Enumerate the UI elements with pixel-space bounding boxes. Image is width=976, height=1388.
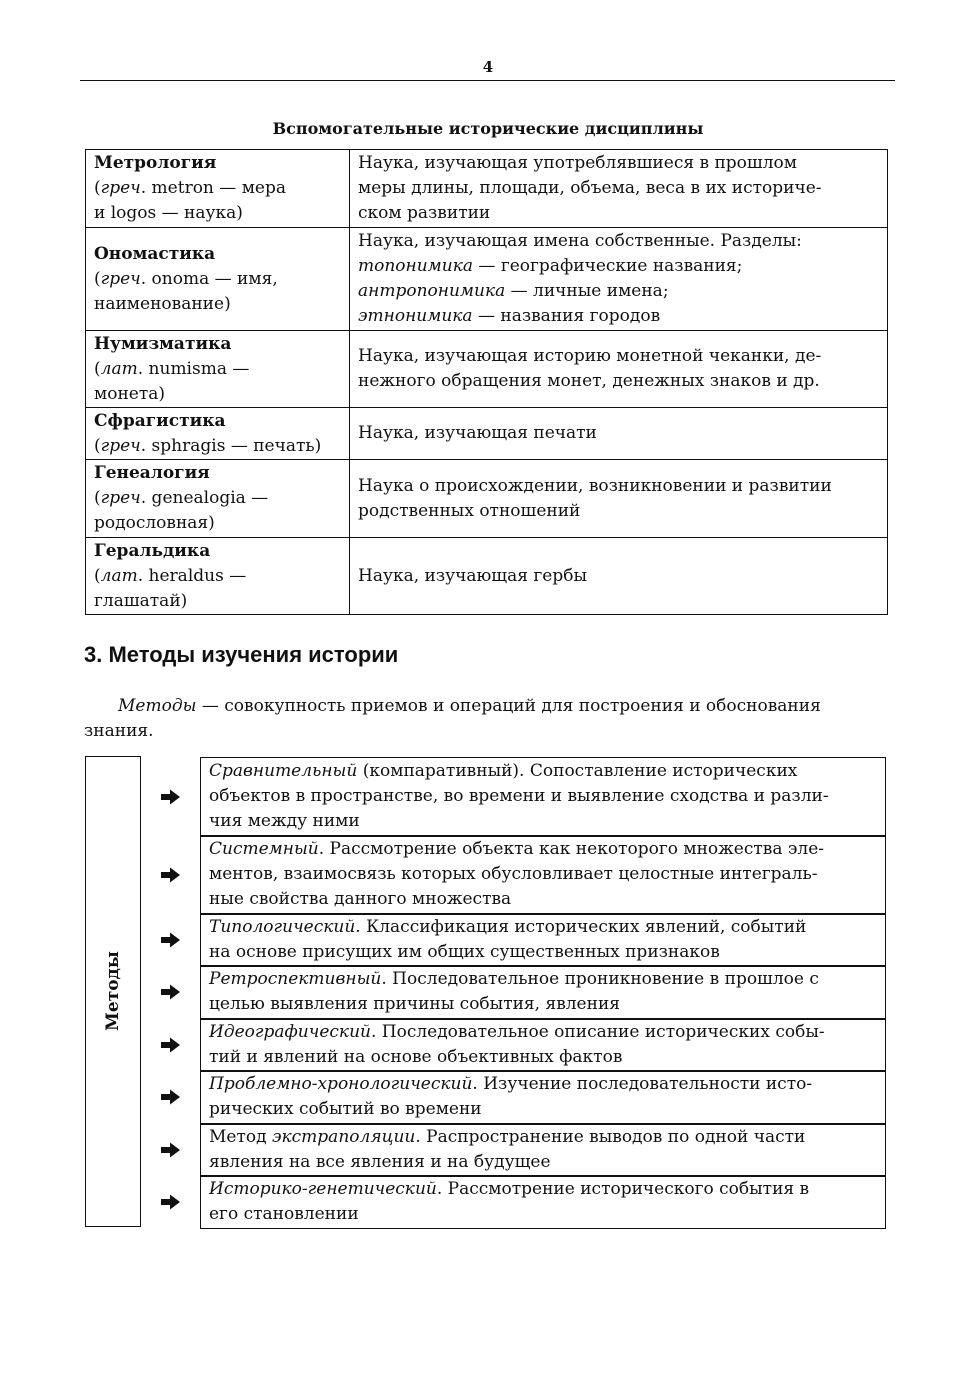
method-line: [209, 1202, 877, 1227]
method-line: [209, 1125, 877, 1150]
etymology-bracket: (: [94, 178, 101, 198]
etymology-line: [94, 564, 341, 589]
discipline-cell: [86, 150, 350, 228]
method-text: . Последовательное проникновение в прошлое с: [381, 969, 819, 989]
definition-line: [358, 304, 879, 329]
table-row: [86, 150, 888, 228]
definition-cell: [350, 228, 888, 331]
section-heading: 3. Методы изучения истории: [84, 642, 399, 667]
etymology-text: . sphragis — печать): [140, 435, 322, 456]
etymology-line: [94, 382, 341, 407]
discipline-cell: [86, 331, 350, 408]
method-text: чия между ними: [209, 811, 360, 831]
definition-text: — личные имена;: [505, 281, 669, 301]
method-text: . Изучение последовательности исто-: [472, 1074, 813, 1094]
definition-line: [358, 499, 879, 524]
etymology-language: лат: [100, 565, 138, 586]
definition-text: Наука о происхождении, возникновении и развитии: [358, 475, 832, 496]
method-name: Системный: [209, 839, 319, 859]
arrow-right-icon: [158, 866, 184, 884]
method-item: [200, 913, 886, 967]
etymology-line: [94, 589, 341, 614]
definition-text: Наука, изучающая употреблявшиеся в прошлом: [358, 153, 797, 173]
definition-text: Наука, изучающая историю монетной чеканки, де-: [358, 346, 822, 366]
table-row: [86, 228, 888, 331]
definition-cell: [350, 150, 888, 228]
definition-cell: [350, 408, 888, 460]
method-text: его становлении: [209, 1204, 359, 1224]
etymology-text: . genealogia —: [140, 488, 269, 508]
method-name: Проблемно-хронологический: [209, 1074, 473, 1094]
methods-definition: [84, 694, 892, 744]
method-line: [209, 915, 877, 940]
etymology-line: [94, 201, 341, 226]
definition-line: [358, 151, 879, 176]
arrow-right-icon: [158, 931, 184, 949]
method-line: [209, 862, 877, 887]
method-line: [209, 1177, 877, 1202]
subfield-term: топонимика: [358, 256, 474, 276]
method-line: [209, 784, 877, 809]
method-line: [209, 967, 877, 992]
arrow-right-icon: [158, 983, 184, 1001]
table-title: Вспомогательные исторические дисциплины: [272, 119, 704, 138]
method-line: [209, 759, 877, 784]
discipline-term: Геральдика: [94, 540, 211, 561]
definition-text: — географические названия;: [473, 256, 743, 276]
definition-line: [358, 254, 879, 279]
definition-line: [358, 279, 879, 304]
method-line: [209, 940, 877, 965]
definition-text: меры длины, площади, объема, веса в их историче-: [358, 178, 822, 198]
methods-label: Методы: [103, 951, 123, 1031]
etymology-bracket: (: [94, 358, 101, 379]
method-line: [209, 1072, 877, 1097]
etymology-language: греч: [100, 178, 141, 198]
table-row: [86, 460, 888, 538]
definition-text: Наука, изучающая гербы: [358, 565, 587, 586]
definition-line: [358, 229, 879, 254]
etymology-text: наименование): [94, 293, 231, 314]
definition-line: [358, 369, 879, 394]
etymology-language: греч: [100, 488, 141, 508]
disciplines-table: [85, 149, 888, 615]
method-item: [200, 1018, 886, 1072]
method-text: . Рассмотрение объекта как некоторого множества эле-: [318, 839, 825, 859]
etymology-bracket: (: [94, 268, 101, 289]
table-row: [86, 538, 888, 615]
etymology-line: [94, 267, 341, 292]
discipline-term: Сфрагистика: [94, 410, 226, 431]
method-text: объектов в пространстве, во времени и выявление сходства и разли-: [209, 786, 829, 806]
etymology-text: . metron — мера: [140, 178, 286, 198]
method-text: . Классификация исторических явлений, событий: [355, 917, 807, 937]
method-item: [200, 1123, 886, 1177]
etymology-text: родословная): [94, 513, 215, 533]
method-line: [209, 809, 877, 834]
definition-line: [358, 344, 879, 369]
definition-cell: [350, 538, 888, 615]
method-name: Типологический: [209, 917, 356, 937]
method-text: ментов, взаимосвязь которых обусловливает целостные интеграль-: [209, 864, 818, 884]
etymology-text: глашатай): [94, 590, 188, 611]
method-text: ные свойства данного множества: [209, 889, 512, 909]
definition-line: [358, 421, 879, 446]
method-name: Историко-генетический: [209, 1179, 437, 1199]
definition-text: ском развитии: [358, 203, 491, 223]
method-item: [200, 1175, 886, 1229]
arrow-right-icon: [158, 788, 184, 806]
definition-text: — названия городов: [472, 306, 661, 326]
subfield-term: антропонимика: [358, 281, 506, 301]
method-text: (компаративный). Сопоставление исторических: [357, 761, 798, 781]
arrow-right-icon: [158, 1193, 184, 1211]
definition-text: Наука, изучающая имена собственные. Разделы:: [358, 231, 802, 251]
method-name: Сравнительный: [209, 761, 358, 781]
definition-line: [358, 176, 879, 201]
etymology-line: [94, 486, 341, 511]
etymology-line: [94, 511, 341, 536]
etymology-language: греч: [100, 268, 141, 289]
etymology-text: и logos — наука): [94, 203, 243, 223]
method-text: явления на все явления и на будущее: [209, 1152, 551, 1172]
definition-text: Наука, изучающая печати: [358, 423, 597, 443]
header-rule: [80, 80, 895, 81]
definition-term: Методы: [118, 696, 197, 716]
method-text: . Распространение выводов по одной части: [415, 1127, 806, 1147]
etymology-text: . onoma — имя,: [140, 268, 278, 289]
etymology-line: [94, 357, 341, 382]
etymology-line: [94, 176, 341, 201]
method-line: [209, 1150, 877, 1175]
table-row: [86, 331, 888, 408]
method-text: рических событий во времени: [209, 1099, 482, 1119]
method-name: Идеографический: [209, 1022, 371, 1042]
method-line: [209, 1020, 877, 1045]
discipline-cell: [86, 408, 350, 460]
method-text: тий и явлений на основе объективных фактов: [209, 1047, 623, 1067]
etymology-text: . numisma —: [137, 358, 250, 379]
definition-line: [358, 474, 879, 499]
table-row: [86, 408, 888, 460]
etymology-bracket: (: [94, 488, 101, 508]
method-item: [200, 1070, 886, 1125]
method-text: целью выявления причины события, явления: [209, 994, 621, 1014]
etymology-bracket: (: [94, 565, 101, 586]
discipline-term: Нумизматика: [94, 333, 232, 354]
etymology-language: греч: [100, 435, 141, 456]
etymology-text: монета): [94, 383, 166, 404]
arrow-right-icon: [158, 1141, 184, 1159]
definition-cell: [350, 331, 888, 408]
definition-text: — совокупность приемов и операций для построения и обоснования знания.: [84, 696, 821, 741]
discipline-term: Метрология: [94, 153, 217, 173]
definition-line: [358, 201, 879, 226]
discipline-cell: [86, 460, 350, 538]
definition-cell: [350, 460, 888, 538]
method-text: . Рассмотрение исторического события в: [436, 1179, 810, 1199]
method-line: [209, 887, 877, 912]
definition-text: родственных отношений: [358, 500, 581, 521]
page-number: 4: [482, 58, 494, 76]
definition-line: [358, 564, 879, 589]
method-text: Метод: [209, 1127, 272, 1147]
method-item: [200, 965, 886, 1020]
method-name: экстраполяции: [271, 1127, 416, 1147]
discipline-term: Генеалогия: [94, 463, 210, 483]
etymology-line: [94, 434, 341, 459]
method-line: [209, 1097, 877, 1122]
method-line: [209, 992, 877, 1017]
discipline-cell: [86, 228, 350, 331]
etymology-bracket: (: [94, 435, 101, 456]
arrow-right-icon: [158, 1036, 184, 1054]
etymology-language: лат: [100, 358, 138, 379]
discipline-cell: [86, 538, 350, 615]
arrow-right-icon: [158, 1088, 184, 1106]
etymology-text: . heraldus —: [137, 565, 247, 586]
definition-text: нежного обращения монет, денежных знаков и др.: [358, 371, 820, 391]
subfield-term: этнонимика: [358, 306, 473, 326]
method-text: на основе присущих им общих существенных признаков: [209, 942, 720, 962]
method-text: . Последовательное описание исторических собы-: [370, 1022, 825, 1042]
method-line: [209, 1045, 877, 1070]
etymology-line: [94, 292, 341, 317]
method-item: [200, 835, 886, 915]
discipline-term: Ономастика: [94, 243, 216, 264]
method-line: [209, 837, 877, 862]
method-name: Ретроспективный: [209, 969, 382, 989]
method-item: [200, 757, 886, 837]
